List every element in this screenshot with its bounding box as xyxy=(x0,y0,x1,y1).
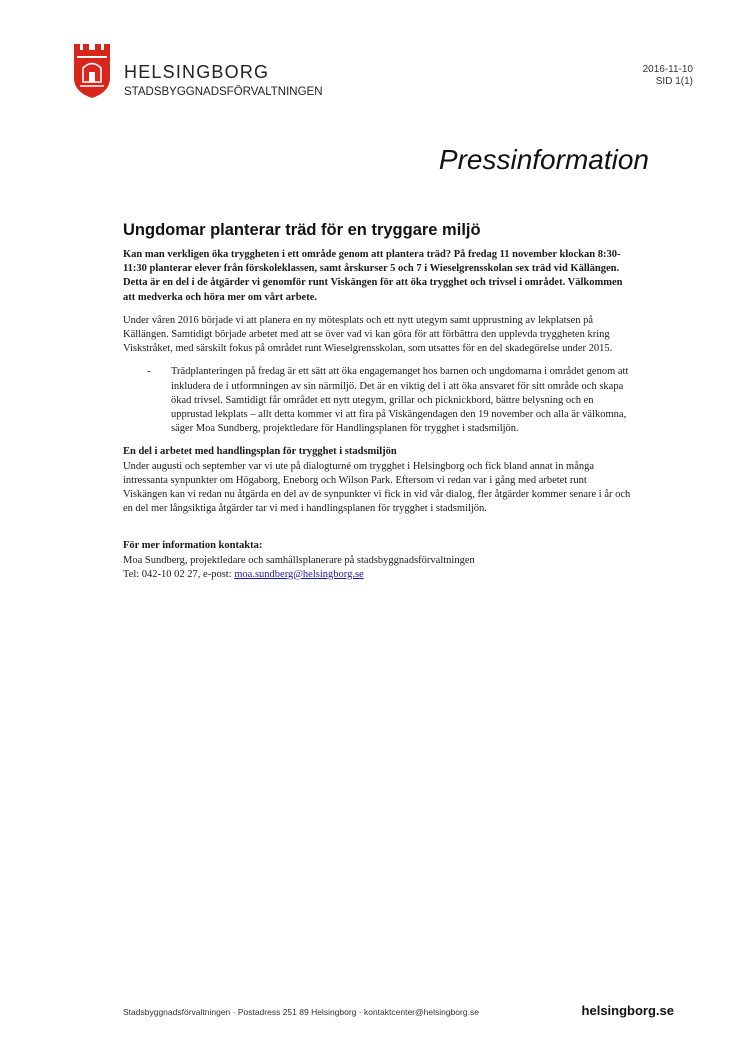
quote-dash: - xyxy=(147,366,151,378)
contact-person: Moa Sundberg, projektledare och samhällsplanerare på stadsbyggnadsförvaltningen xyxy=(123,554,475,566)
helsingborg-logo-icon xyxy=(74,44,110,98)
contact-line xyxy=(123,568,633,582)
contact-heading: För mer information kontakta: xyxy=(123,540,263,552)
footer-address: Stadsbyggnadsförvaltningen · Postadress 251 89 Helsingborg · kontaktcenter@helsingborg.se xyxy=(123,1007,479,1017)
section-body: Under augusti och september var vi ute på dialogturné om trygghet i Helsingborg och fick bland annat in många intressanta synpunkter om Högaborg, Eneborg och Wilson Park. Eftersom vi redan var i gång med arbetet runt Viskängen kan vi redan nu åtgärda en del av de synpunkter vi fick in vid vår dialog, fler åtgärder kommer senare i år och en del mer långsiktiga åtgärder tar vi med i handlingsplanen för trygghet i stadsmiljön. xyxy=(123,460,631,515)
section-heading: En del i arbetet med handlingsplan för trygghet i stadsmiljön xyxy=(123,446,397,458)
document-meta xyxy=(643,64,693,88)
quote-text: Trädplanteringen på fredag är ett sätt att öka engagemanget hos barnen och ungdomarna i området genom att inkludera de i utformningen av sin närmiljö. Det är en viktig del i att öka ansvaret för sitt område och skapa ökad trivsel. Samtidigt får området ett nytt utegym, grillar och picknickbord, bättre belysning och en upprustad lekplats – allt detta kommer vi att fira på Viskängendagen den 19 november och alla är välkomna, säger Moa Sundberg, projektledare för Handlingsplanen för trygghet i stadsmiljön. xyxy=(171,366,629,435)
contact-phone: Tel: 042-10 02 27, e-post: xyxy=(123,568,235,580)
article-lead: Kan man verkligen öka tryggheten i ett område genom att plantera träd? På fredag 11 november klockan 8:30-11:30 planterar elever från förskoleklassen, samt årskurser 5 och 7 i Wieselgrensskolan sex träd vid Källängen. Detta är en del i de åtgärder vi genomför runt Viskängen för att öka trygghet och trivsel i området. Välkommen att medverka och höra mer om vårt arbete. xyxy=(123,249,623,303)
contact-block xyxy=(123,539,633,582)
article-headline: Ungdomar planterar träd för en tryggare miljö xyxy=(123,221,481,239)
page-number: SID 1(1) xyxy=(655,76,693,87)
contact-email-link[interactable]: moa.sundberg@helsingborg.se xyxy=(234,568,364,580)
article-body xyxy=(123,220,633,582)
article-quote xyxy=(123,365,633,436)
department-name: STADSBYGGNADSFÖRVALTNINGEN xyxy=(124,86,323,98)
article-paragraph: Under våren 2016 började vi att planera en ny mötesplats och ett nytt utegym samt upprustning av lekplatsen på Källängen. Samtidigt började arbetet med att se över vad vi kan göra för att förbättra den upplevda tryggheten kring Viskstråket, med särskilt fokus på området runt Wieselgrensskolan, som utsattes för en del skadegörelse under 2015. xyxy=(123,314,613,355)
document-date: 2016-11-10 xyxy=(642,64,693,75)
footer-website[interactable]: helsingborg.se xyxy=(581,1003,674,1018)
organization-name: HELSINGBORG xyxy=(124,62,270,82)
document-type: Pressinformation xyxy=(438,144,649,175)
